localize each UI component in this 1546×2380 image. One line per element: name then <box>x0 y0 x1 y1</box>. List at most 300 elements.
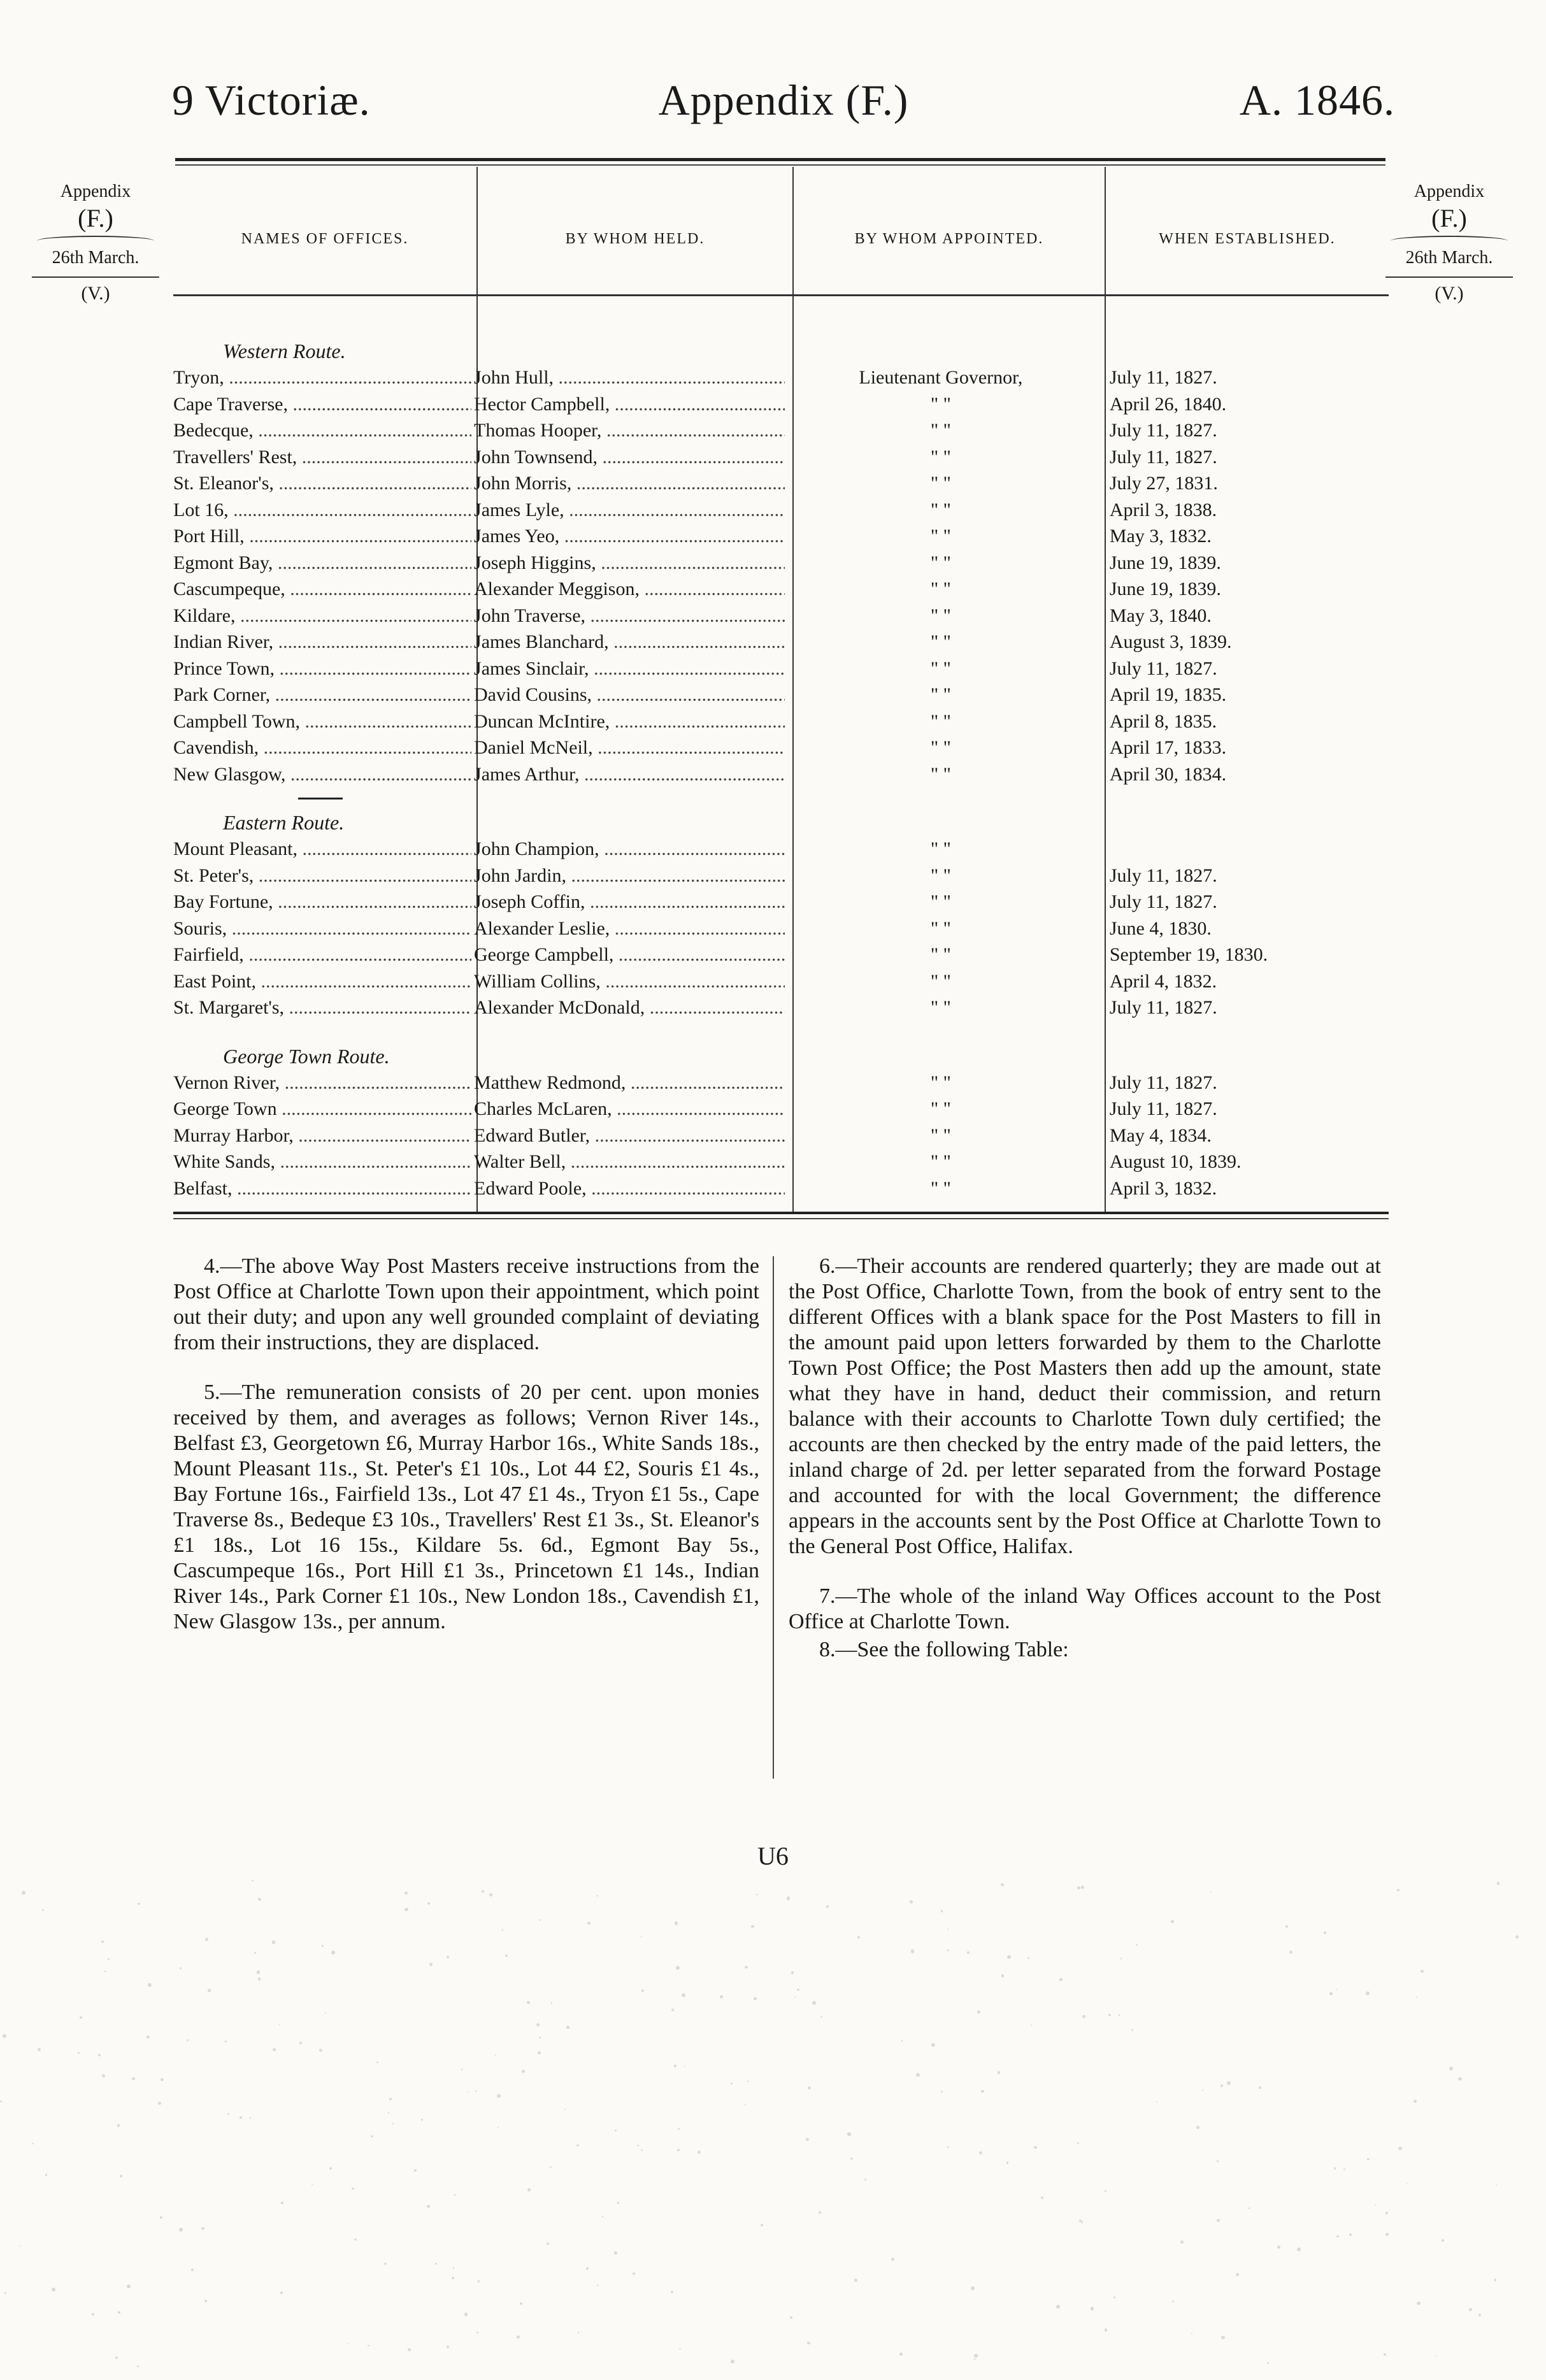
table-row <box>173 417 1389 444</box>
date-established: April 17, 1833. <box>1109 737 1227 758</box>
appointed-by: Lieutenant Governor, <box>859 367 1023 388</box>
scan-speck <box>1077 2142 1079 2144</box>
scan-speck <box>205 1938 208 1941</box>
scan-speck <box>299 2042 301 2044</box>
table-row <box>173 682 1389 708</box>
scan-speck <box>322 1945 323 1946</box>
scan-speck <box>201 2227 204 2230</box>
date-established: April 4, 1832. <box>1109 970 1217 992</box>
scan-speck <box>857 1936 860 1939</box>
scan-speck <box>979 2151 982 2154</box>
scan-speck <box>641 2149 643 2151</box>
scan-speck <box>1059 1978 1063 1981</box>
scan-speck <box>117 2124 120 2127</box>
appointed-by: " " <box>930 710 951 732</box>
scan-speck <box>791 1971 794 1974</box>
scan-speck <box>602 2216 604 2218</box>
scan-speck <box>891 2258 894 2261</box>
scan-speck <box>1202 2090 1203 2091</box>
table-row <box>173 994 1389 1021</box>
date-established: July 11, 1827. <box>1109 1072 1217 1093</box>
column-header-office: NAMES OF OFFICES. <box>241 231 409 247</box>
header-row-rule <box>173 294 1389 296</box>
scan-speck <box>1136 1944 1138 1946</box>
scan-speck <box>820 2016 822 2018</box>
scan-speck <box>641 1989 644 1992</box>
scan-speck <box>787 1896 791 1900</box>
office-holder: Duncan McIntire, ..... <box>471 708 785 735</box>
scan-speck <box>854 2279 857 2282</box>
scan-speck <box>354 2239 356 2240</box>
appointed-by: " " <box>930 420 951 441</box>
scan-speck <box>421 2119 423 2121</box>
scan-speck <box>331 1951 334 1954</box>
margin-brace <box>1391 236 1508 246</box>
column-header-held: BY WHOM HELD. <box>565 231 705 247</box>
scan-speck <box>495 2054 496 2056</box>
scan-speck <box>1081 1886 1084 1889</box>
scan-speck <box>674 2065 676 2067</box>
scan-speck <box>637 2145 638 2146</box>
scan-speck <box>1416 1996 1417 1998</box>
scan-speck <box>1221 2336 1225 2340</box>
appointed-by: " " <box>930 1151 951 1172</box>
appointed-by: " " <box>930 578 951 599</box>
scan-speck <box>1041 2197 1043 2199</box>
scan-speck <box>931 2043 935 2047</box>
scan-speck <box>1156 2101 1157 2102</box>
scan-speck <box>1366 1991 1370 1995</box>
office-name: Cascumpeque, ..... <box>173 576 471 603</box>
scan-speck <box>1277 2246 1280 2249</box>
office-name: St. Eleanor's, ..... <box>173 470 471 497</box>
scan-speck <box>38 2048 41 2051</box>
scan-speck <box>147 2035 150 2039</box>
scan-speck <box>947 1928 948 1930</box>
scan-speck <box>115 2356 118 2359</box>
table-row <box>173 444 1389 471</box>
margin-date: 26th March. <box>52 248 140 268</box>
office-name: Prince Town, ..... <box>173 656 471 682</box>
office-holder: Alexander Leslie, ..... <box>471 915 785 942</box>
scan-speck <box>435 2263 438 2265</box>
office-name: Murray Harbor, ..... <box>173 1122 471 1149</box>
scan-speck <box>977 2011 980 2014</box>
scan-speck <box>745 2104 746 2105</box>
route-title: George Town Route. <box>223 1044 390 1068</box>
scan-speck <box>1367 2158 1370 2161</box>
scan-speck <box>1285 1925 1288 1928</box>
office-holder: John Hull, ..... <box>471 364 785 391</box>
date-established: July 11, 1827. <box>1109 657 1217 679</box>
scan-speck <box>98 2054 101 2056</box>
scan-speck <box>389 2098 392 2100</box>
appointed-by: " " <box>930 1072 951 1093</box>
scan-speck <box>80 2016 82 2019</box>
scan-speck <box>538 2051 541 2054</box>
scan-speck <box>279 2024 280 2025</box>
appointed-by: " " <box>930 446 951 468</box>
scan-speck <box>1108 2014 1111 2016</box>
office-name: St. Peter's, ..... <box>173 863 471 889</box>
appointed-by: " " <box>930 605 951 626</box>
margin-letter: (F.) <box>78 204 113 233</box>
scan-speck <box>158 2102 161 2105</box>
office-name: Indian River, ..... <box>173 629 471 656</box>
scan-speck <box>1001 1974 1005 1977</box>
table-row <box>173 656 1389 682</box>
office-holder: Thomas Hooper, ..... <box>471 417 785 444</box>
scan-speck <box>527 2001 531 2005</box>
scan-speck <box>520 2302 522 2305</box>
scan-speck <box>3 2034 6 2038</box>
scan-speck <box>404 1891 408 1895</box>
scan-speck <box>597 2284 598 2286</box>
scan-speck <box>388 2112 389 2113</box>
office-name: Park Corner, ..... <box>173 682 471 708</box>
scan-speck <box>1334 2167 1336 2170</box>
scan-speck <box>1417 2302 1421 2305</box>
date-established: April 8, 1835. <box>1109 710 1217 732</box>
scan-speck <box>974 2354 978 2358</box>
scan-speck <box>1006 2161 1008 2163</box>
date-established: August 10, 1839. <box>1109 1151 1242 1172</box>
appointed-by: " " <box>930 526 951 547</box>
appointed-by: " " <box>930 499 951 520</box>
margin-title: Appendix <box>60 182 131 201</box>
scan-speck <box>1196 2126 1199 2129</box>
route-separator <box>173 787 1389 809</box>
scan-speck <box>325 2012 326 2014</box>
office-holder: David Cousins, ..... <box>471 682 785 708</box>
scan-speck <box>208 1989 211 1992</box>
margin-letter: (F.) <box>1431 204 1467 233</box>
post-offices-table <box>173 167 1389 1218</box>
scan-speck <box>517 2335 520 2339</box>
office-holder: Walter Bell, ..... <box>471 1149 785 1175</box>
date-established: September 19, 1830. <box>1109 944 1268 965</box>
scan-speck <box>254 1952 256 1954</box>
scan-speck <box>847 2132 851 2136</box>
scan-speck <box>1259 2086 1261 2089</box>
scan-speck <box>447 1956 449 1958</box>
table-row <box>173 1175 1389 1202</box>
scan-speck <box>675 1921 678 1925</box>
office-name: Bay Fortune, ..... <box>173 889 471 915</box>
scan-speck <box>467 2091 468 2093</box>
scan-speck <box>404 1908 408 1912</box>
scan-speck <box>812 2001 816 2005</box>
scan-speck <box>1172 2300 1174 2302</box>
scan-speck <box>1217 2219 1220 2222</box>
paragraph: 6.—Their accounts are rendered quarterly; they are made out at the Post Office, Charlotte Town, from the book of entry sent to the different Offices with a blank space for the Post Masters to fill in the amount paid upon letters forwarded by them to the Charlotte Town Post Office; the Post Masters then add up the amount, state what they have in hand, deduct their commission, and return balance with their accounts to Charlotte Town duly certified; the accounts are then checked by the entry made of the paid letters, the inland charge of 2d. per letter separated from the forward Postage and accounted for with the local Government; the difference appears in the accounts sent by the Post Office at Charlotte Town to the General Post Office, Halifax. <box>789 1254 1381 1558</box>
table-row <box>173 391 1389 418</box>
scan-speck <box>808 2086 812 2090</box>
scan-speck <box>790 2316 792 2319</box>
table-row <box>173 889 1389 915</box>
appointed-by: " " <box>930 631 951 652</box>
text-column-left <box>173 1254 759 1659</box>
scan-speck <box>1171 1920 1174 1923</box>
date-established: May 3, 1832. <box>1109 526 1212 547</box>
date-established: July 11, 1827. <box>1109 891 1217 912</box>
scan-speck <box>1343 2169 1345 2170</box>
scan-speck <box>947 2146 949 2148</box>
date-established: June 19, 1839. <box>1109 578 1221 599</box>
text-column-right <box>789 1254 1381 1665</box>
office-name: Lot 16, ..... <box>173 497 471 524</box>
paragraph: 4.—The above Way Post Masters receive instructions from the Post Office at Charlotte Town upon their appointment, which point out their duty; and upon any well grounded complaint of deviating from their instructions, they are displaced. <box>173 1254 759 1354</box>
appointed-by: " " <box>930 684 951 705</box>
office-holder: Edward Butler, ..... <box>471 1122 785 1149</box>
scan-speck <box>414 2169 417 2172</box>
scan-speck <box>160 2216 162 2218</box>
scan-speck <box>127 2284 131 2288</box>
date-established: April 3, 1838. <box>1109 499 1217 520</box>
scan-speck <box>981 2090 984 2093</box>
scan-speck <box>1034 2146 1036 2149</box>
office-name: Mount Pleasant, ..... <box>173 836 471 863</box>
scan-speck <box>1105 2190 1106 2192</box>
scan-speck <box>1081 2221 1083 2223</box>
scan-speck <box>376 2061 378 2063</box>
table-row <box>173 470 1389 497</box>
scan-speck <box>179 2228 183 2232</box>
scan-speck <box>578 2332 580 2333</box>
table-row <box>173 761 1389 788</box>
table-body <box>173 338 1389 1201</box>
header-center: Appendix (F.) <box>658 76 909 124</box>
scan-speck <box>161 2078 164 2082</box>
date-established: July 11, 1827. <box>1109 367 1217 388</box>
table-row <box>173 550 1389 577</box>
scan-speck <box>497 2127 499 2129</box>
scan-speck <box>252 1880 254 1882</box>
scan-speck <box>1220 2084 1223 2087</box>
scan-speck <box>1056 2305 1060 2309</box>
scan-speck <box>137 2365 140 2368</box>
page-header <box>172 75 1395 139</box>
scan-speck <box>747 2081 749 2082</box>
office-holder: Hector Campbell, ..... <box>471 391 785 418</box>
scan-speck <box>22 1891 25 1895</box>
route-separator <box>173 1021 1389 1043</box>
scan-speck <box>850 2158 852 2160</box>
scan-speck <box>329 2167 332 2170</box>
scan-speck <box>429 1963 433 1966</box>
scan-speck <box>461 2068 463 2070</box>
office-name: White Sands, ..... <box>173 1149 471 1175</box>
office-name: St. Margaret's, ..... <box>173 994 471 1021</box>
paragraph: 8.—See the following Table: <box>819 1638 1069 1661</box>
scan-speck <box>1001 1883 1004 1886</box>
office-holder: James Blanchard, ..... <box>471 629 785 656</box>
office-holder: James Arthur, ..... <box>471 761 785 788</box>
scan-speck <box>536 2023 540 2026</box>
scan-speck <box>911 1949 915 1953</box>
scan-speck <box>698 2151 701 2154</box>
scan-speck <box>280 2291 283 2294</box>
scan-speck <box>587 1922 590 1925</box>
page-number: U6 <box>757 1842 789 1870</box>
scan-speck <box>998 2071 1000 2074</box>
scan-speck <box>452 2277 454 2279</box>
scan-speck <box>132 2077 134 2080</box>
scan-speck <box>311 2184 313 2185</box>
scan-speck <box>682 1993 685 1997</box>
scan-speck <box>761 2224 763 2226</box>
office-holder: James Yeo, ..... <box>471 523 785 550</box>
scan-speck <box>427 2205 430 2208</box>
scan-speck <box>1336 1989 1337 1990</box>
scan-speck <box>258 1898 261 1901</box>
table-row <box>173 915 1389 942</box>
office-name: East Point, ..... <box>173 968 471 995</box>
scan-speck <box>1375 2204 1376 2205</box>
scan-speck <box>1120 1958 1122 1959</box>
scan-speck <box>482 1890 484 1893</box>
date-established: May 4, 1834. <box>1109 1124 1212 1146</box>
appointed-by: " " <box>930 838 951 859</box>
scan-speck <box>899 2353 903 2356</box>
scan-speck <box>731 2082 732 2084</box>
header-rule <box>175 158 1385 161</box>
scan-speck <box>731 2360 734 2363</box>
office-holder: John Champion, ..... <box>471 836 785 863</box>
table-row <box>173 968 1389 995</box>
column-header-appointed: BY WHOM APPOINTED. <box>854 231 1044 247</box>
scan-speck <box>1105 2328 1108 2332</box>
scan-speck <box>1217 2160 1219 2162</box>
scan-speck <box>392 2123 394 2124</box>
scan-speck <box>408 2348 411 2351</box>
appointed-by: " " <box>930 891 951 912</box>
margin-note-left <box>25 180 166 306</box>
scan-speck <box>617 2202 619 2204</box>
scan-speck <box>941 1910 943 1912</box>
office-name: Port Hill, ..... <box>173 523 471 550</box>
header-rule-thin <box>175 164 1385 166</box>
date-established: July 11, 1827. <box>1109 1098 1217 1119</box>
scan-speck <box>1113 2297 1115 2298</box>
margin-section: (V.) <box>81 283 110 304</box>
scan-speck <box>551 2002 553 2004</box>
appointed-by: " " <box>930 944 951 965</box>
appointed-by: " " <box>930 393 951 415</box>
office-name: Vernon River, ..... <box>173 1070 471 1096</box>
column-header-established: WHEN ESTABLISHED. <box>1159 231 1336 247</box>
office-name: Souris, ..... <box>173 915 471 942</box>
office-holder: Edward Poole, ..... <box>471 1175 785 1202</box>
scan-speck <box>1007 1955 1011 1959</box>
scan-speck <box>1119 2014 1120 2016</box>
date-established: July 11, 1827. <box>1109 420 1217 441</box>
margin-rule <box>1385 276 1513 278</box>
scan-speck <box>1336 2235 1339 2238</box>
scan-speck <box>92 2313 95 2316</box>
scan-speck <box>967 1951 970 1954</box>
route-title: Western Route. <box>223 340 346 362</box>
scan-speck <box>1082 2015 1085 2018</box>
scan-speck <box>566 2026 569 2029</box>
scan-speck <box>1469 2308 1472 2311</box>
scan-speck <box>522 2070 525 2073</box>
margin-brace <box>37 236 154 246</box>
scan-speck <box>478 2280 480 2283</box>
appointed-by: " " <box>930 917 951 939</box>
scan-speck <box>32 2143 33 2144</box>
scan-speck <box>227 2113 229 2115</box>
scan-speck <box>319 2049 322 2052</box>
scan-speck <box>1407 2183 1409 2185</box>
scan-speck <box>1227 2081 1231 2085</box>
scan-speck <box>641 1936 642 1937</box>
scan-speck <box>1289 1951 1292 1954</box>
scan-speck <box>464 2312 468 2316</box>
scan-speck <box>384 2263 387 2265</box>
scan-speck <box>447 2346 449 2348</box>
appointed-by: " " <box>930 1177 951 1199</box>
office-holder: John Morris, ..... <box>471 470 785 497</box>
margin-note-right <box>1379 180 1519 306</box>
table-row <box>173 708 1389 735</box>
scan-speck <box>596 1895 598 1897</box>
office-holder: John Traverse, ..... <box>471 603 785 629</box>
scan-speck <box>352 2188 354 2190</box>
scan-speck <box>754 1997 757 2000</box>
scan-speck <box>1031 2025 1033 2026</box>
scan-speck <box>974 2358 975 2360</box>
scan-speck <box>971 2286 975 2290</box>
scan-speck <box>1449 2067 1453 2070</box>
scan-speck <box>615 2130 617 2132</box>
scan-speck <box>148 1983 152 1987</box>
scan-speck <box>118 2311 120 2313</box>
table-row <box>173 836 1389 863</box>
scan-speck <box>547 2242 550 2246</box>
scan-speck <box>1077 1886 1080 1889</box>
scan-speck <box>273 2048 276 2051</box>
table-row <box>173 735 1389 761</box>
scan-speck <box>797 1989 799 1991</box>
scan-speck <box>1436 2355 1437 2356</box>
scan-speck <box>826 1905 829 1908</box>
scan-speck <box>187 2039 189 2041</box>
scan-speck <box>258 1977 261 1981</box>
scan-speck <box>1297 2247 1301 2251</box>
scan-speck <box>633 2272 635 2275</box>
table-row <box>173 1070 1389 1096</box>
date-established: May 3, 1840. <box>1109 605 1212 626</box>
scan-speck <box>1349 2233 1352 2236</box>
scan-speck <box>901 2040 903 2041</box>
scan-speck <box>1478 2314 1481 2316</box>
margin-rule <box>32 276 159 278</box>
route-title: Eastern Route. <box>223 811 345 834</box>
table-row <box>173 629 1389 656</box>
table-row <box>173 603 1389 629</box>
office-holder: James Sinclair, ..... <box>471 656 785 682</box>
appointed-by: " " <box>930 997 951 1018</box>
date-established: April 3, 1832. <box>1109 1177 1217 1199</box>
scan-speck <box>1249 2207 1250 2209</box>
office-name: Travellers' Rest, ..... <box>173 444 471 471</box>
header-right: A. 1846. <box>1239 76 1395 124</box>
appointed-by: " " <box>930 864 951 886</box>
office-holder: William Collins, ..... <box>471 968 785 995</box>
header-left: 9 Victoriæ. <box>172 76 371 124</box>
scan-speck <box>120 2175 122 2177</box>
